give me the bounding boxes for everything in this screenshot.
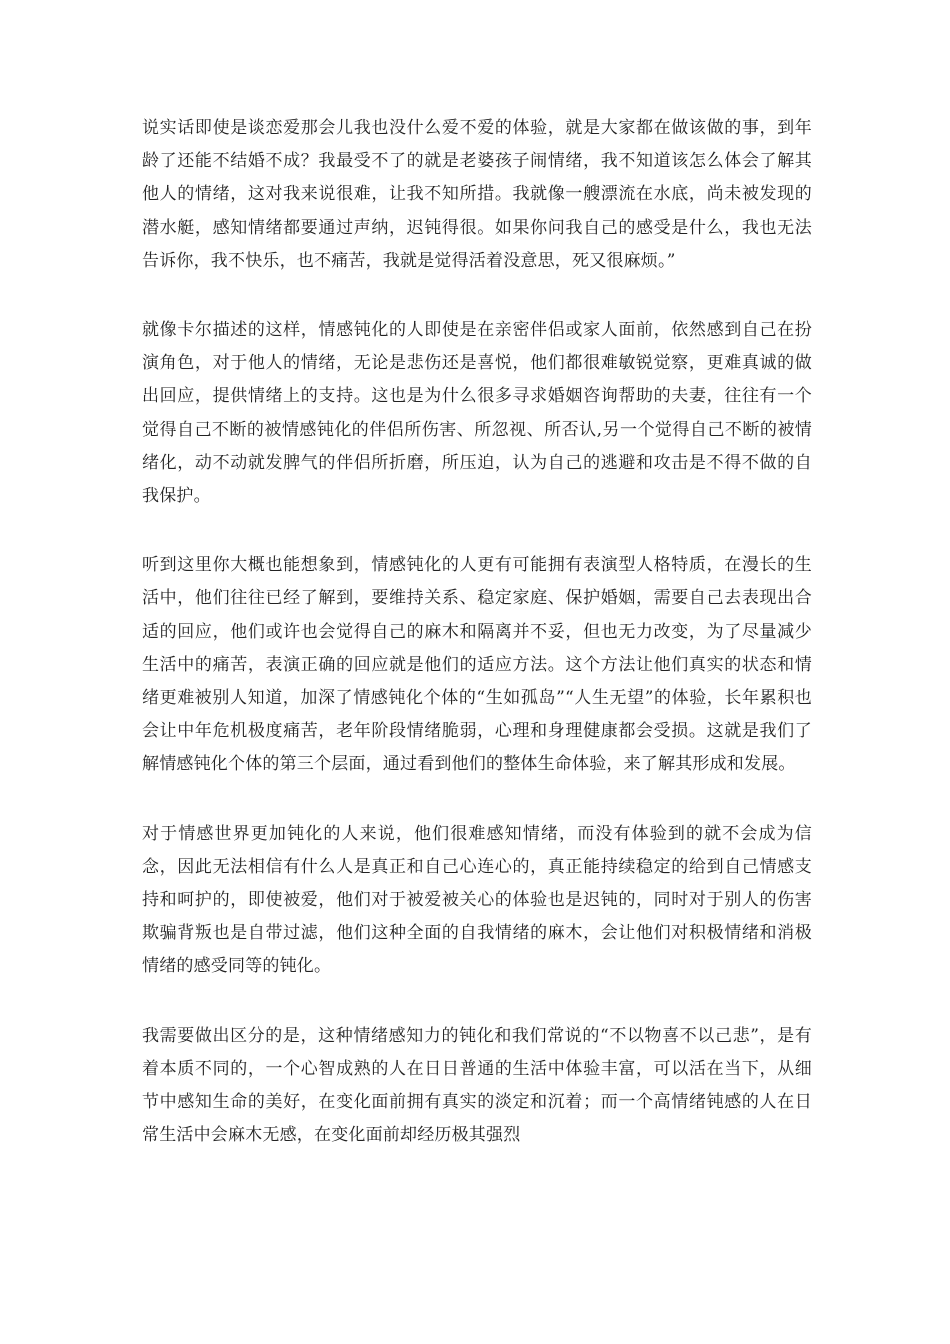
paragraph-3: 听到这里你大概也能想象到，情感钝化的人更有可能拥有表演型人格特质，在漫长的生活中，他们往往已经了解到，要维持关系、稳定家庭、保护婚姻，需要自己去表现出合适的回应，他们或许也会觉得自己的麻木和隔离并不妥，但也无力改变，为了尽量减少生活中的痛苦，表演正确的回应就是他们的适应方法。这个方法让他们真实的状态和情绪更难被别人知道，加深了情感钝化个体的“生如孤岛”“人生无望”的体验，长年累积也会让中年危机极度痛苦，老年阶段情绪脆弱，心理和身理健康都会受损。这就是我们了解情感钝化个体的第三个层面，通过看到他们的整体生命体验，来了解其形成和发展。 [142, 555, 812, 775]
paragraph-5: 我需要做出区分的是，这种情绪感知力的钝化和我们常说的“不以物喜不以己悲”，是有着本质不同的，一个心智成熟的人在日日普通的生活中体验丰富，可以活在当下，从细节中感知生命的美好，在变化面前拥有真实的淡定和沉着；而一个高情绪钝感的人在日常生活中会麻木无感，在变化面前却经历极其强烈 [142, 1025, 812, 1146]
paragraph-2: 就像卡尔描述的这样，情感钝化的人即使是在亲密伴侣或家人面前，依然感到自己在扮演角色，对于他人的情绪，无论是悲伤还是喜悦，他们都很难敏锐觉察，更难真诚的做出回应，提供情绪上的支持。这也是为什么很多寻求婚姻咨询帮助的夫妻，往往有一个觉得自己不断的被情感钝化的伴侣所伤害、所忽视、所否认,另一个觉得自己不断的被情绪化，动不动就发脾气的伴侣所折磨，所压迫，认为自己的逃避和攻击是不得不做的自我保护。 [142, 320, 812, 507]
document-body [142, 112, 812, 1152]
paragraph-1: 说实话即使是谈恋爱那会儿我也没什么爱不爱的体验，就是大家都在做该做的事，到年龄了还能不结婚不成？我最受不了的就是老婆孩子闹情绪，我不知道该怎么体会了解其他人的情绪，这对我来说很难，让我不知所措。我就像一艘漂流在水底，尚未被发现的潜水艇，感知情绪都要通过声纳，迟钝得很。如果你问我自己的感受是什么，我也无法告诉你，我不快乐，也不痛苦，我就是觉得活着没意思，死又很麻烦。” [142, 118, 812, 271]
paragraph-4: 对于情感世界更加钝化的人来说，他们很难感知情绪，而没有体验到的就不会成为信念，因此无法相信有什么人是真正和自己心连心的，真正能持续稳定的给到自己情感支持和呵护的，即使被爱，他们对于被爱被关心的体验也是迟钝的，同时对于别人的伤害欺骗背叛也是自带过滤，他们这种全面的自我情绪的麻木，会让他们对积极情绪和消极情绪的感受同等的钝化。 [142, 823, 812, 977]
